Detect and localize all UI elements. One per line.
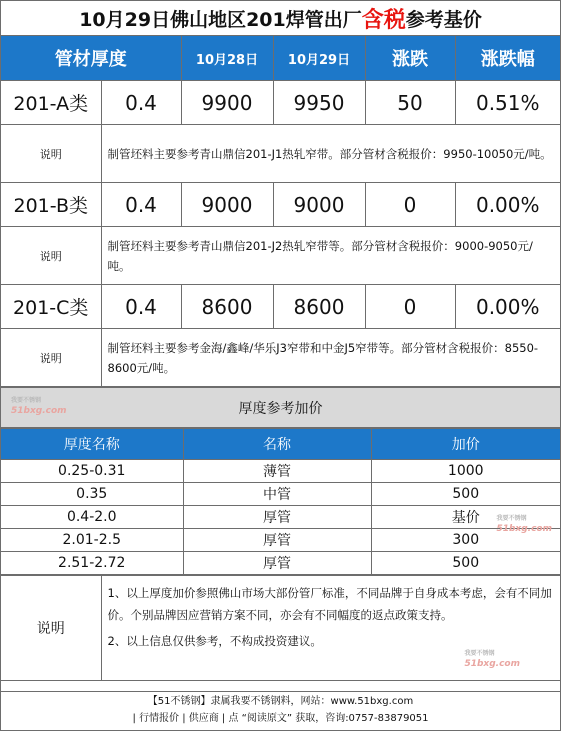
table-row — [1, 506, 560, 529]
header-range: 厚度名称 — [1, 429, 183, 460]
thickness-cell: 0.4 — [101, 285, 181, 329]
markup-cell: 1000 — [371, 460, 560, 483]
header-markup: 加价 — [371, 429, 560, 460]
price-table-header — [1, 36, 560, 81]
header-thickness: 管材厚度 — [1, 36, 181, 81]
markup-cell: 基价 — [371, 506, 560, 529]
table-row — [1, 552, 560, 575]
name-cell: 厚管 — [183, 529, 371, 552]
footer-line-2: | 行情报价 | 供应商 | 点 “阅读原文” 获取，咨询:0757-83879051 — [132, 713, 429, 724]
note-text: 制管坯料主要参考青山鼎信201-J1热轧窄带。部分管材含税报价：9950-10050元/吨。 — [101, 125, 560, 183]
thickness-table — [1, 428, 560, 575]
note-label: 说明 — [1, 329, 101, 387]
prev-price-cell: 9000 — [181, 183, 273, 227]
prev-price-cell: 9900 — [181, 81, 273, 125]
change-pct-cell: 0.00% — [455, 183, 560, 227]
grade-cell: 201-B类 — [1, 183, 101, 227]
watermark-brand: 51bxg.com — [11, 406, 67, 416]
header-change-pct: 涨跌幅 — [455, 36, 560, 81]
note-row — [1, 227, 560, 285]
range-cell: 0.25-0.31 — [1, 460, 183, 483]
thickness-table-header — [1, 429, 560, 460]
note-text: 制管坯料主要参考青山鼎信201-J2热轧窄带等。部分管材含税报价：9000-9050元/吨。 — [101, 227, 560, 285]
watermark-brand: 51bxg.com — [496, 524, 552, 534]
footer — [1, 691, 560, 730]
notes-line-2: 2、以上信息仅供参考，不构成投资建议。 — [107, 634, 322, 648]
header-curr-date: 10月29日 — [273, 36, 365, 81]
footer-line-1: 【51不锈钢】隶属我要不锈钢料，网站：www.51bxg.com — [147, 696, 414, 707]
curr-price-cell: 9950 — [273, 81, 365, 125]
watermark-tag: 我要不锈钢 — [11, 397, 42, 404]
thickness-cell: 0.4 — [101, 81, 181, 125]
markup-cell: 500 — [371, 552, 560, 575]
note-row — [1, 125, 560, 183]
table-row — [1, 529, 560, 552]
watermark-logo — [11, 396, 67, 416]
header-name: 名称 — [183, 429, 371, 460]
grade-cell: 201-A类 — [1, 81, 101, 125]
watermark-brand: 51bxg.com — [464, 659, 520, 669]
change-cell: 50 — [365, 81, 455, 125]
note-text: 制管坯料主要参考金海/鑫峰/华乐J3窄带和中金J5窄带等。部分管材含税报价：8550-8600元/吨。 — [101, 329, 560, 387]
watermark-tag: 我要不锈钢 — [496, 515, 527, 522]
range-cell: 2.51-2.72 — [1, 552, 183, 575]
range-cell: 0.35 — [1, 483, 183, 506]
page-title — [1, 1, 560, 36]
watermark-tag: 我要不锈钢 — [464, 650, 495, 657]
section-title-text: 厚度参考加价 — [238, 400, 323, 417]
title-text: 10月29日佛山地区201焊管出厂 — [79, 8, 362, 31]
note-label: 说明 — [1, 125, 101, 183]
notes-text — [101, 576, 560, 681]
markup-cell: 300 — [371, 529, 560, 552]
prev-price-cell: 8600 — [181, 285, 273, 329]
notes-table — [1, 575, 560, 681]
name-cell: 薄管 — [183, 460, 371, 483]
range-cell: 0.4-2.0 — [1, 506, 183, 529]
header-change: 涨跌 — [365, 36, 455, 81]
notes-line-1: 1、以上厚度加价参照佛山市场大部份管厂标准，不同品牌于自身成本考虑，会有不同加价。个别品牌因应营销方案不同，亦会有不同幅度的返点政策支持。 — [107, 586, 552, 622]
change-pct-cell: 0.51% — [455, 81, 560, 125]
table-row — [1, 81, 560, 125]
price-table — [1, 36, 560, 387]
header-prev-date: 10月28日 — [181, 36, 273, 81]
curr-price-cell: 8600 — [273, 285, 365, 329]
note-row — [1, 329, 560, 387]
name-cell: 厚管 — [183, 552, 371, 575]
grade-cell: 201-C类 — [1, 285, 101, 329]
notes-row — [1, 576, 560, 681]
curr-price-cell: 9000 — [273, 183, 365, 227]
notes-label: 说明 — [1, 576, 101, 681]
title-highlight: 含税 — [361, 7, 406, 33]
markup-cell: 500 — [371, 483, 560, 506]
thickness-cell: 0.4 — [101, 183, 181, 227]
table-row — [1, 483, 560, 506]
title-suffix: 参考基价 — [405, 8, 482, 31]
table-row — [1, 183, 560, 227]
table-row — [1, 460, 560, 483]
note-label: 说明 — [1, 227, 101, 285]
name-cell: 中管 — [183, 483, 371, 506]
range-cell: 2.01-2.5 — [1, 529, 183, 552]
table-row — [1, 285, 560, 329]
change-cell: 0 — [365, 285, 455, 329]
change-pct-cell: 0.00% — [455, 285, 560, 329]
name-cell: 厚管 — [183, 506, 371, 529]
change-cell: 0 — [365, 183, 455, 227]
thickness-section-title — [1, 387, 560, 428]
